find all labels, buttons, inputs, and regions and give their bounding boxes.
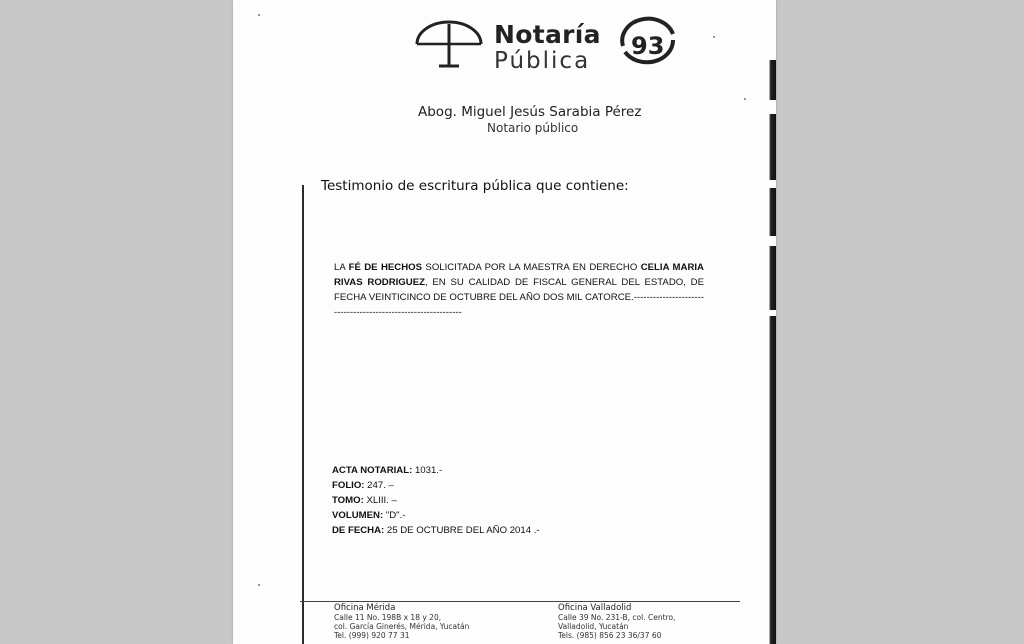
scan-speck [713,36,715,38]
office-merida-city: col. García Ginerés, Mérida, Yucatán [334,622,470,631]
tomo-label: TOMO: [332,495,364,506]
acta-row [332,463,540,478]
volumen-value: "D".- [383,510,406,521]
document-page [233,0,776,644]
scan-speck [258,14,260,16]
margin-rule [302,185,304,644]
fecha-value: 25 DE OCTUBRE DEL AÑO 2014 .- [384,525,540,536]
notary-title: Notario público [487,121,579,135]
deed-type: FÉ DE HECHOS [348,262,423,273]
office-valladolid [558,604,675,640]
folio-value: 247. – [364,480,394,491]
tomo-value: XLIII. – [363,495,397,506]
deed-text-2: SOLICITADA POR LA MAESTRA EN DERECHO [425,262,638,273]
office-valladolid-phone: Tels. (985) 856 23 36/37 60 [558,631,662,640]
office-valladolid-city: Valladolid, Yucatán [558,622,629,631]
deed-description [334,260,704,320]
office-valladolid-address: Calle 39 No. 231-B, col. Centro, [558,613,676,622]
volumen-row [332,508,540,523]
document-heading: Testimonio de escritura pública que contiene: [321,178,629,194]
acta-label: ACTA NOTARIAL: [332,465,413,476]
scan-edge-shadow [764,60,776,644]
folio-label: FOLIO: [332,480,365,491]
deed-text-3: , EN SU CALIDAD DE FISCAL GENERAL DEL ESTADO, DE FECHA VEINTICINCO DE OCTUBRE DEL AÑO DOS MIL CATORCE. [334,277,704,303]
record-details [332,463,540,538]
notary-logo [409,14,679,74]
office-merida-address: Calle 11 No. 198B x 18 y 20, [334,613,442,622]
deed-text-1: LA [334,262,346,273]
notary-number: 93 [631,32,665,60]
brand-name-line1: Notaría [494,20,601,49]
fecha-row [332,523,540,538]
volumen-label: VOLUMEN: [332,510,384,521]
acta-value: 1031.- [412,465,443,476]
office-merida [334,604,469,640]
footer-divider [300,601,740,602]
office-valladolid-title: Oficina Valladolid [558,603,632,613]
office-merida-phone: Tel. (999) 920 77 31 [334,631,410,640]
notary-number-emblem [617,16,679,68]
notary-name: Abog. Miguel Jesús Sarabia Pérez [418,104,642,120]
scales-of-justice-icon [409,20,489,70]
scan-speck [258,584,260,586]
fecha-label: DE FECHA: [332,525,385,536]
brand-name-line2: Pública [494,48,591,74]
tomo-row [332,493,540,508]
requester-name: CELIA MARIA RIVAS RODRIGUEZ [334,262,704,288]
folio-row [332,478,540,493]
scan-speck [744,98,746,100]
office-merida-title: Oficina Mérida [334,603,396,613]
deed-dash-line: -------------------------------------------------------------- [334,292,704,318]
